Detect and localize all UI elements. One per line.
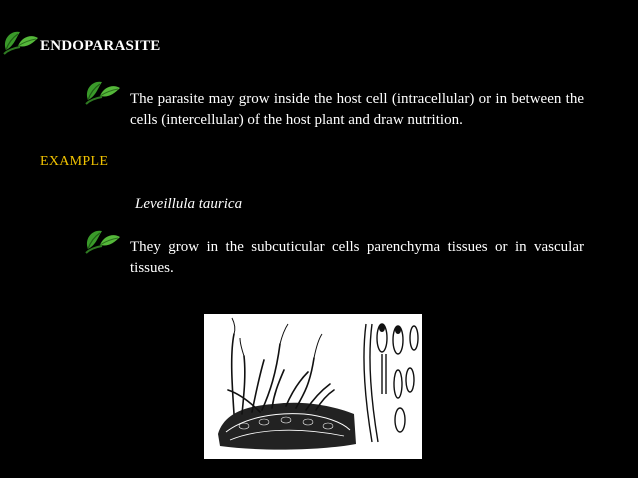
page-title: ENDOPARASITE [40,38,161,54]
leaf-bullet-icon [80,227,124,255]
example-label: EXAMPLE [40,154,109,169]
paragraph-subcuticular: They grow in the subcuticular cells parenchyma tissues or in vascular tissues. [130,239,584,276]
paragraph-intracellular: The parasite may grow inside the host cell (intracellular) or in between the cells (intercellular) of the host plant and draw nutrition. [130,91,584,128]
leaf-bullet-icon [80,78,124,106]
species-name: Leveillula taurica [135,196,243,212]
leaf-bullet-icon [0,28,40,56]
fungal-hyphae-figure [204,314,422,459]
